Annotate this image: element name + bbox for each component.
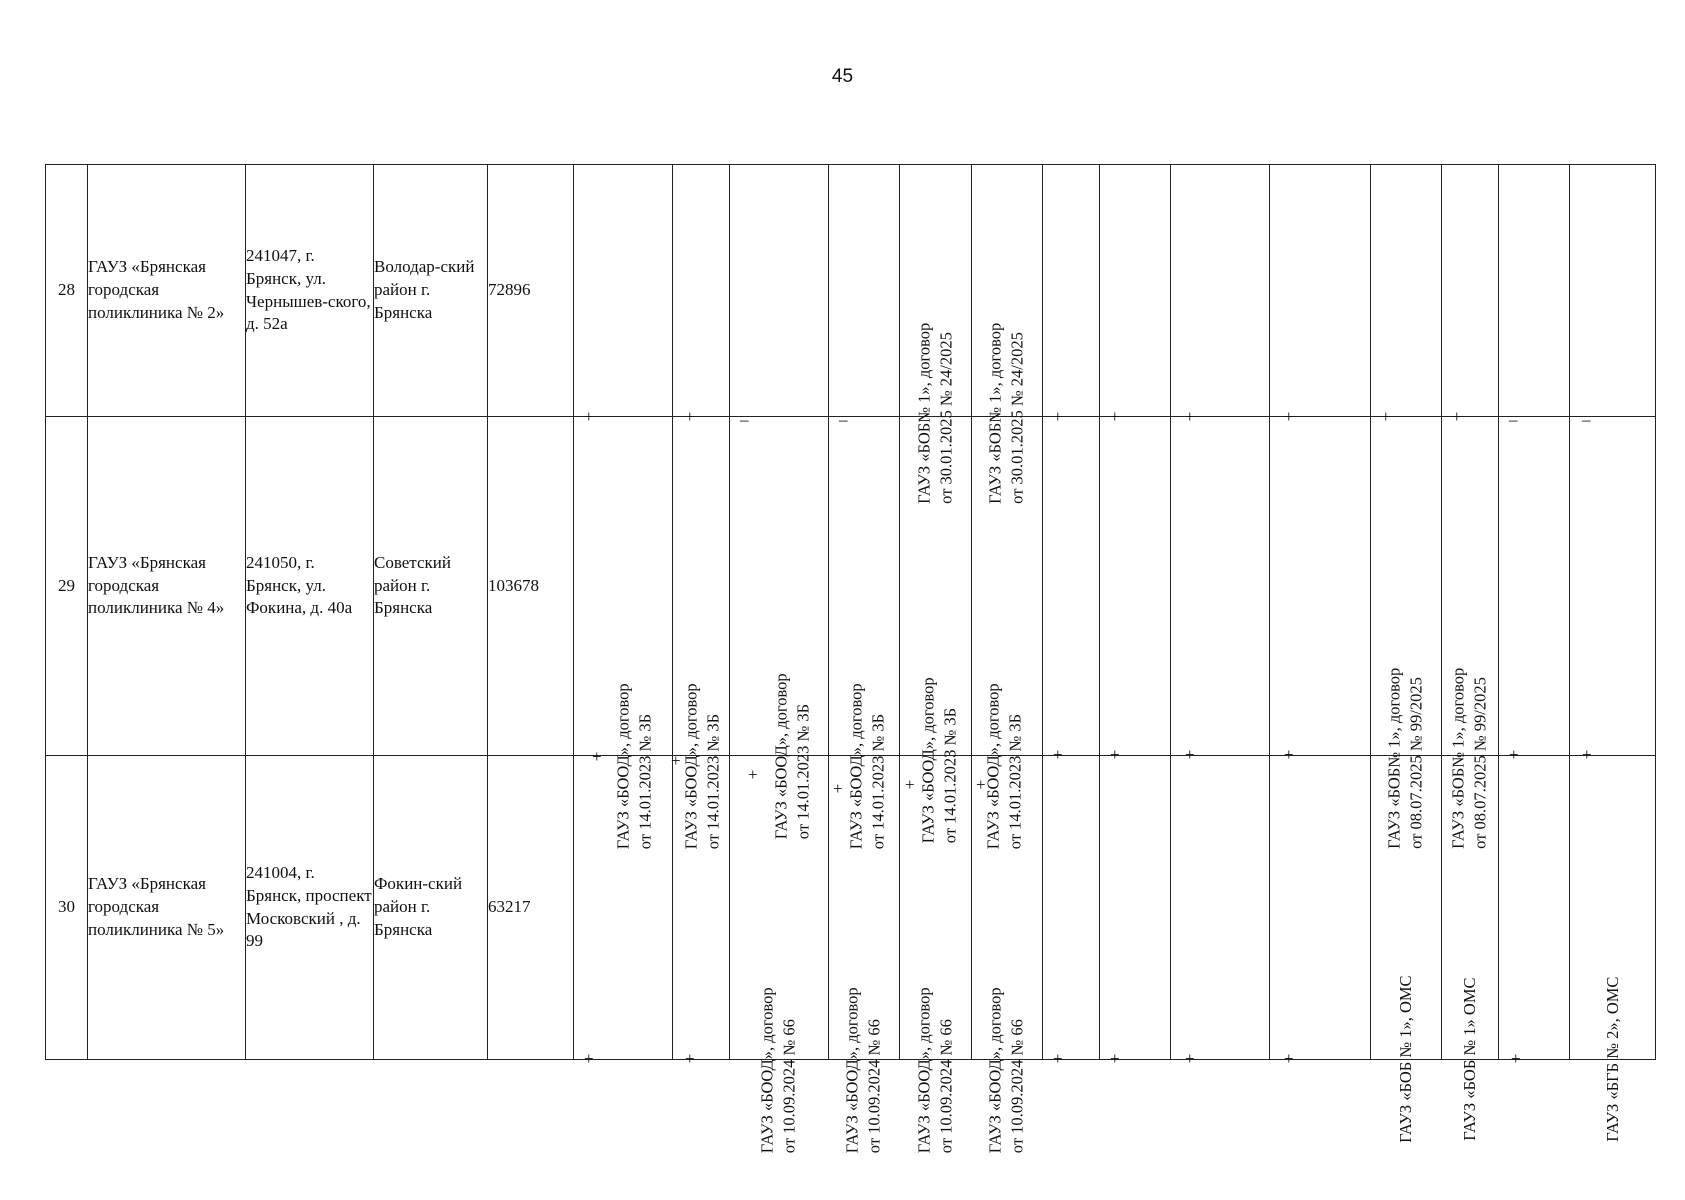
mark-dash: –: [1582, 409, 1591, 429]
contract-text: ГАУЗ «БОБ№ 1», договор от 08.07.2025 № 99/2025: [1448, 667, 1490, 849]
institution-name: ГАУЗ «Брянская городская поликлиника № 5»: [88, 756, 246, 1060]
contract-text: ГАУЗ «БОБ№ 1», договор от 08.07.2025 № 99/2025: [1384, 667, 1426, 849]
mark-plus: +: [1582, 745, 1592, 764]
contract-text: ГАУЗ «БОБ № 1» ОМС: [1459, 976, 1479, 1141]
institution-address: 241047, г. Брянск, ул. Чернышев-ского, д. 52а: [246, 165, 374, 417]
row-number: 30: [46, 756, 88, 1060]
mark-plus: +: [1185, 1048, 1195, 1068]
population: 63217: [488, 756, 574, 1060]
mark-plus: +: [685, 1048, 695, 1068]
district: Володар-ский район г. Брянска: [374, 165, 488, 417]
contract-text: ГАУЗ «БООД», договор от 14.01.2023 № 3Б: [681, 683, 723, 850]
contract-text: ГАУЗ «БООД», договор от 10.09.2024 № 66: [757, 986, 799, 1153]
contract-text: ГАУЗ «БООД», договор от 10.09.2024 № 66: [985, 986, 1027, 1153]
contract-text: ГАУЗ «БОБ№ 1», договор от 30.01.2025 № 24/2025: [914, 322, 956, 504]
institution-name: ГАУЗ «Брянская городская поликлиника № 4»: [88, 417, 246, 756]
mark-plus: +: [1053, 406, 1063, 426]
population: 103678: [488, 417, 574, 756]
mark-dash: –: [740, 409, 749, 429]
mark-plus: +: [833, 779, 843, 798]
contract-text: ГАУЗ «БООД», договор от 10.09.2024 № 66: [842, 986, 884, 1153]
mark-plus: +: [1110, 745, 1120, 764]
institution-address: 241004, г. Брянск, проспект Московский , д. 99: [246, 756, 374, 1060]
contract-text: ГАУЗ «БОБ№ 1», договор от 30.01.2025 № 24/2025: [985, 322, 1027, 504]
contract-text: ГАУЗ «БООД», договор от 10.09.2024 № 66: [914, 986, 956, 1153]
mark-plus: +: [685, 406, 695, 426]
row-number: 28: [46, 165, 88, 417]
population: 72896: [488, 165, 574, 417]
mark-plus: +: [1511, 1048, 1521, 1068]
mark-plus: +: [1284, 1048, 1294, 1068]
clinic-table: [45, 164, 1656, 1153]
mark-plus: +: [905, 775, 915, 794]
mark-plus: +: [584, 406, 594, 426]
mark-plus: +: [1185, 745, 1195, 764]
mark-plus: +: [1110, 1048, 1120, 1068]
mark-plus: +: [592, 747, 602, 766]
mark-plus: +: [976, 775, 986, 794]
mark-plus: +: [1452, 406, 1462, 426]
mark-plus: +: [584, 1048, 594, 1068]
row-number: 29: [46, 417, 88, 756]
mark-dash: –: [839, 409, 848, 429]
institution-name: ГАУЗ «Брянская городская поликлиника № 2»: [88, 165, 246, 417]
mark-plus: +: [1284, 745, 1294, 764]
table-row: [46, 165, 1656, 417]
mark-plus: +: [1509, 745, 1519, 764]
mark-plus: +: [1284, 406, 1294, 426]
institution-address: 241050, г. Брянск, ул. Фокина, д. 40а: [246, 417, 374, 756]
contract-text: ГАУЗ «БГБ № 2», ОМС: [1602, 976, 1622, 1142]
contract-text: ГАУЗ «БООД», договор от 14.01.2023 № 3Б: [613, 683, 655, 850]
contract-text: ГАУЗ «БООД», договор от 14.01.2023 № 3Б: [771, 673, 813, 840]
mark-plus: +: [1381, 406, 1391, 426]
mark-plus: +: [748, 765, 758, 784]
mark-dash: –: [1509, 409, 1518, 429]
table-row: [46, 417, 1656, 756]
contract-text: ГАУЗ «БООД», договор от 14.01.2023 № 3Б: [918, 677, 960, 844]
mark-plus: +: [1053, 745, 1063, 764]
district: Советский район г. Брянска: [374, 417, 488, 756]
mark-plus: +: [1110, 406, 1120, 426]
mark-plus: +: [1185, 406, 1195, 426]
mark-plus: +: [1053, 1048, 1063, 1068]
district: Фокин-ский район г. Брянска: [374, 756, 488, 1060]
contract-text: ГАУЗ «БООД», договор от 14.01.2023 № 3Б: [983, 683, 1025, 850]
contract-text: ГАУЗ «БООД», договор от 14.01.2023 № 3Б: [846, 683, 888, 850]
contract-text: ГАУЗ «БОБ № 1», ОМС: [1395, 974, 1415, 1143]
mark-plus: +: [671, 751, 681, 770]
page-number: 45: [831, 66, 854, 87]
